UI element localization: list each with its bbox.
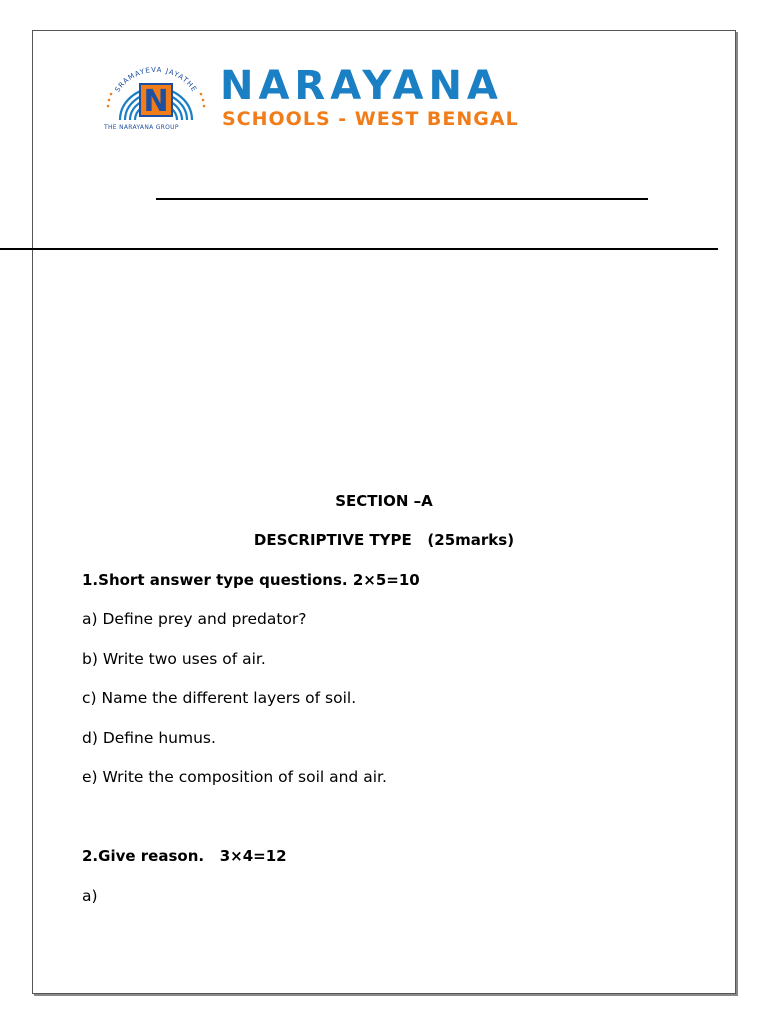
emblem-letter: N: [143, 84, 169, 119]
emblem-arc-text: SRAMAYEVA JAYATHE: [113, 65, 199, 94]
emblem-caption: THE NARAYANA GROUP: [104, 124, 179, 131]
question-1-heading: 1.Short answer type questions. 2×5=10: [82, 571, 420, 589]
question-1-item: e) Write the composition of soil and air.: [82, 768, 387, 786]
question-1-item: c) Name the different layers of soil.: [82, 689, 357, 707]
question-2-heading: 2.Give reason. 3×4=12: [82, 847, 287, 865]
brand-name: NARAYANA: [220, 63, 503, 109]
question-2-item: a): [82, 887, 98, 905]
name-underline: [156, 198, 648, 200]
section-type: [0, 531, 768, 549]
page-border-shadow-right: [736, 32, 738, 996]
question-1-item: a) Define prey and predator?: [82, 610, 307, 628]
page-border-shadow-bottom: [34, 994, 738, 996]
section-type-text: DESCRIPTIVE TYPE (25marks): [253, 531, 515, 549]
brand-subtitle: SCHOOLS - WEST BENGAL: [222, 108, 519, 130]
section-title: SECTION –A: [335, 492, 433, 510]
question-1-item: d) Define humus.: [82, 729, 216, 747]
question-1-item: b) Write two uses of air.: [82, 650, 266, 668]
school-logo: [100, 64, 640, 140]
header-divider: [0, 248, 718, 250]
